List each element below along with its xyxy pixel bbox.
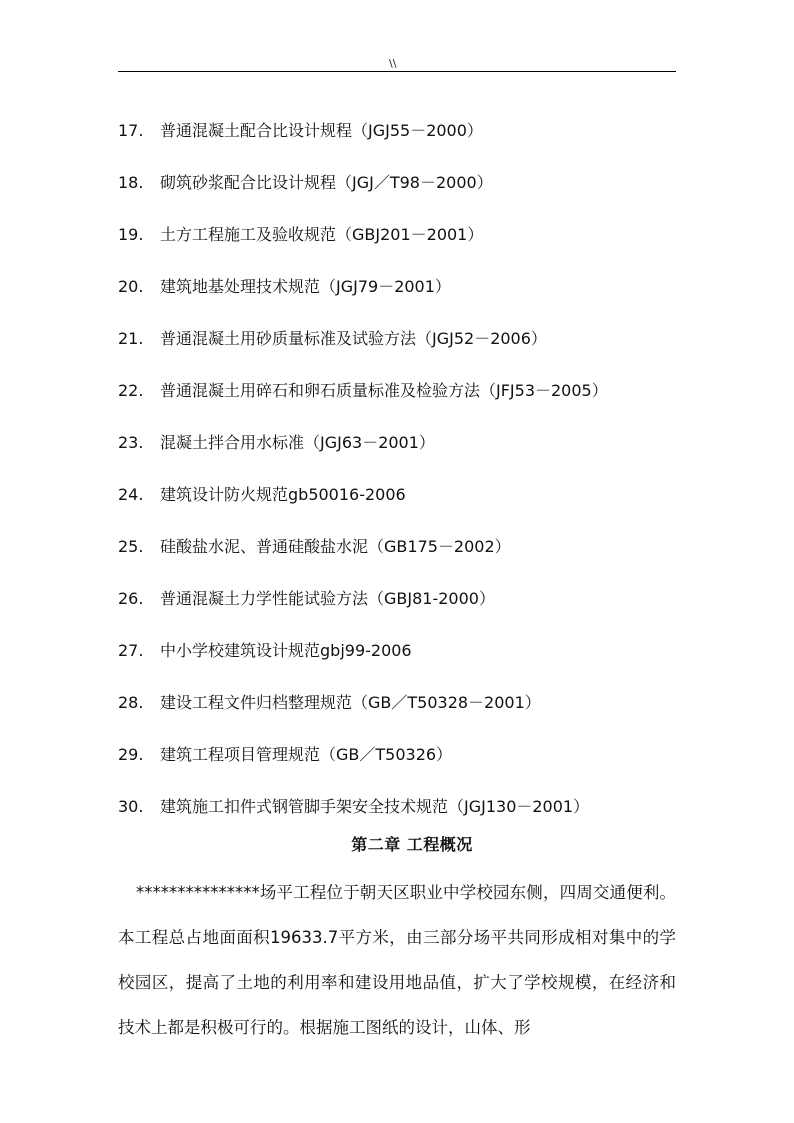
list-item-number: 24.	[118, 485, 144, 504]
overview-paragraph: ***************场平工程位于朝天区职业中学校园东侧，四周交通便利。本工程总占地面面积19633.7平方米，由三部分场平共同形成相对集中的学校园区，提高了土地的利用率和建设用地品值，扩大了学校规模，在经济和技术上都是积极可行的。根据施工图纸的设计，山体、形	[118, 883, 676, 1037]
list-item	[118, 781, 718, 833]
list-item-number: 22.	[118, 381, 144, 400]
list-item-text: 建筑施工扣件式钢管脚手架安全技术规范（JGJ130－2001）	[160, 797, 590, 816]
reference-standards-list	[118, 105, 718, 833]
list-item	[118, 365, 718, 417]
list-item-text: 土方工程施工及验收规范（GBJ201－2001）	[160, 225, 484, 244]
list-item-text: 建筑设计防火规范gb50016-2006	[160, 485, 406, 504]
list-item	[118, 417, 718, 469]
list-item	[118, 625, 718, 677]
list-item	[118, 313, 718, 365]
list-item-number: 19.	[118, 225, 144, 244]
list-item-number: 18.	[118, 173, 144, 192]
list-item	[118, 209, 718, 261]
list-item-number: 26.	[118, 589, 144, 608]
list-item-text: 混凝土拌合用水标准（JGJ63－2001）	[160, 433, 435, 452]
list-item-text: 普通混凝土用碎石和卵石质量标准及检验方法（JFJ53－2005）	[160, 381, 608, 400]
list-item-number: 20.	[118, 277, 144, 296]
list-item-number: 29.	[118, 745, 144, 764]
chapter-heading: 第二章 工程概况	[351, 835, 473, 854]
list-item-text: 建筑工程项目管理规范（GB／T50326）	[160, 745, 453, 764]
list-item-number: 27.	[118, 641, 144, 660]
list-item	[118, 521, 718, 573]
list-item-text: 普通混凝土力学性能试验方法（GBJ81-2000）	[160, 589, 495, 608]
list-item	[118, 105, 718, 157]
list-item	[118, 729, 718, 781]
list-item	[118, 261, 718, 313]
list-item-number: 23.	[118, 433, 144, 452]
header-rule	[118, 71, 676, 72]
list-item	[118, 677, 718, 729]
list-item	[118, 157, 718, 209]
list-item-text: 中小学校建筑设计规范gbj99-2006	[160, 641, 412, 660]
list-item-text: 建筑地基处理技术规范（JGJ79－2001）	[160, 277, 451, 296]
list-item-text: 硅酸盐水泥、普通硅酸盐水泥（GB175－2002）	[160, 537, 511, 556]
list-item-number: 30.	[118, 797, 144, 816]
list-item-text: 砌筑砂浆配合比设计规程（JGJ／T98－2000）	[160, 173, 493, 192]
list-item-number: 21.	[118, 329, 144, 348]
list-item-text: 普通混凝土配合比设计规程（JGJ55－2000）	[160, 121, 483, 140]
list-item-text: 建设工程文件归档整理规范（GB／T50328－2001）	[160, 693, 541, 712]
list-item-number: 28.	[118, 693, 144, 712]
list-item	[118, 573, 718, 625]
list-item	[118, 469, 718, 521]
list-item-text: 普通混凝土用砂质量标准及试验方法（JGJ52－2006）	[160, 329, 547, 348]
list-item-number: 17.	[118, 121, 144, 140]
list-item-number: 25.	[118, 537, 144, 556]
page-header-mark: \\	[389, 57, 397, 70]
